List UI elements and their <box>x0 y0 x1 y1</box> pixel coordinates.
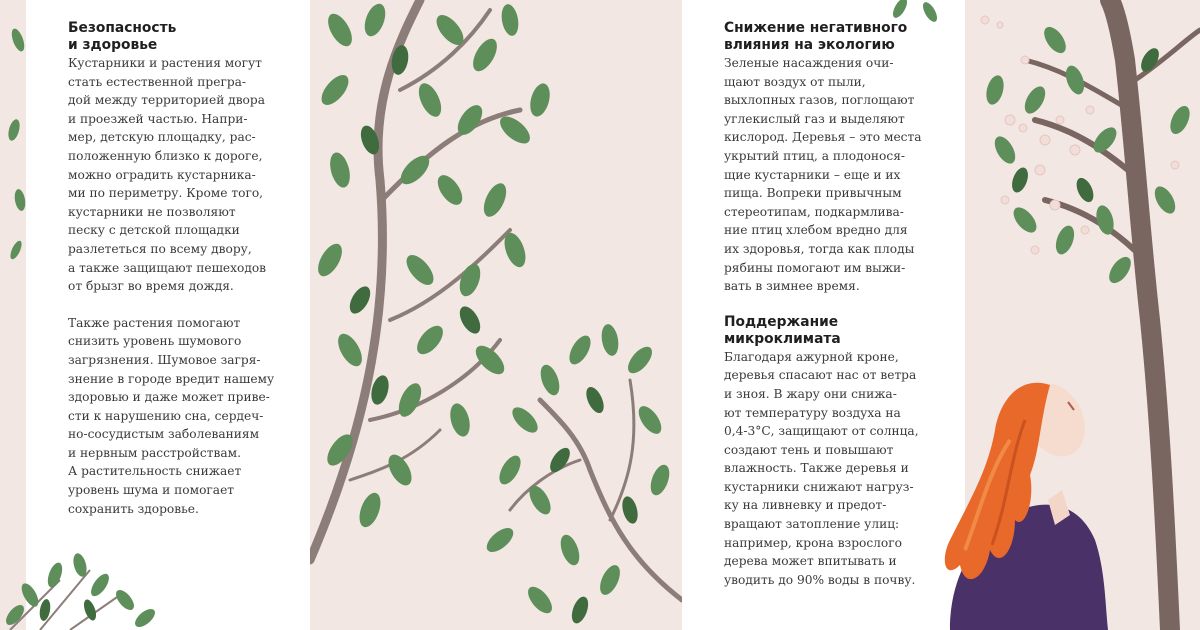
woman-looking-up-illustration <box>930 380 1110 630</box>
microclimate-paragraph: Благодаря ажурной кроне, деревья спасают нас от ветра и зноя. В жару они снижа- ют температуру воздуха на 0,4-3°С, защищают от солнца, создают тень и повышают влажность. Также деревья и кустарники снижают нагруз- ку на ливневку и предот- вращают затопление улиц: например, крона взрослого дерева может впитывать и уводить до 90% воды в почву. <box>724 349 919 587</box>
left-text-column <box>68 20 298 518</box>
safety-paragraph-2: Также растения помогают снизить уровень шумового загрязнения. Шумовое загря- знение в городе вредит нашему здоровью и даже может приве- сти к нарушению сна, сердеч- но-сосудистым заболеваниям и нервным расстройствам. А растительность снижает уровень шума и помогает сохранить здоровье. <box>68 315 275 516</box>
microclimate-heading: Поддержание микроклимата <box>724 313 841 347</box>
ecology-heading: Снижение негативного влияния на экологию <box>724 20 908 53</box>
edge-leaves-illustration <box>0 0 26 630</box>
bottom-left-shrub-illustration <box>0 540 160 630</box>
tree-branches-panel <box>310 0 682 630</box>
safety-health-heading: Безопасность и здоровье <box>68 20 177 53</box>
tree-branches-illustration <box>310 0 682 630</box>
safety-paragraph-1: Кустарники и растения могут стать естественной прегра- дой между территорией двора и проезжей частью. Напри- мер, детскую площадку, рас- положенную близко к дороге, можно оградить кустарника- ми по периметру. Кроме того, кустарники не позволяют песку с детской площадки разлететься по всему двору, а также защищают пешеходов от брызг во время дождя. <box>68 56 267 294</box>
left-edge-strip <box>0 0 26 630</box>
ecology-paragraph: Зеленые насаждения очи- щают воздух от пыли, выхлопных газов, поглощают углекислый газ и выделяют кислород. Деревья – это места укрытий птиц, а плодонося- щие кустарники – еще и их пища. Вопреки привычным стереотипам, подкармлива- ние птиц хлебом вредно для их здоровья, тогда как плоды рябины помогают им выжи- вать в зимнее время. <box>724 56 922 294</box>
right-text-column <box>724 20 954 589</box>
